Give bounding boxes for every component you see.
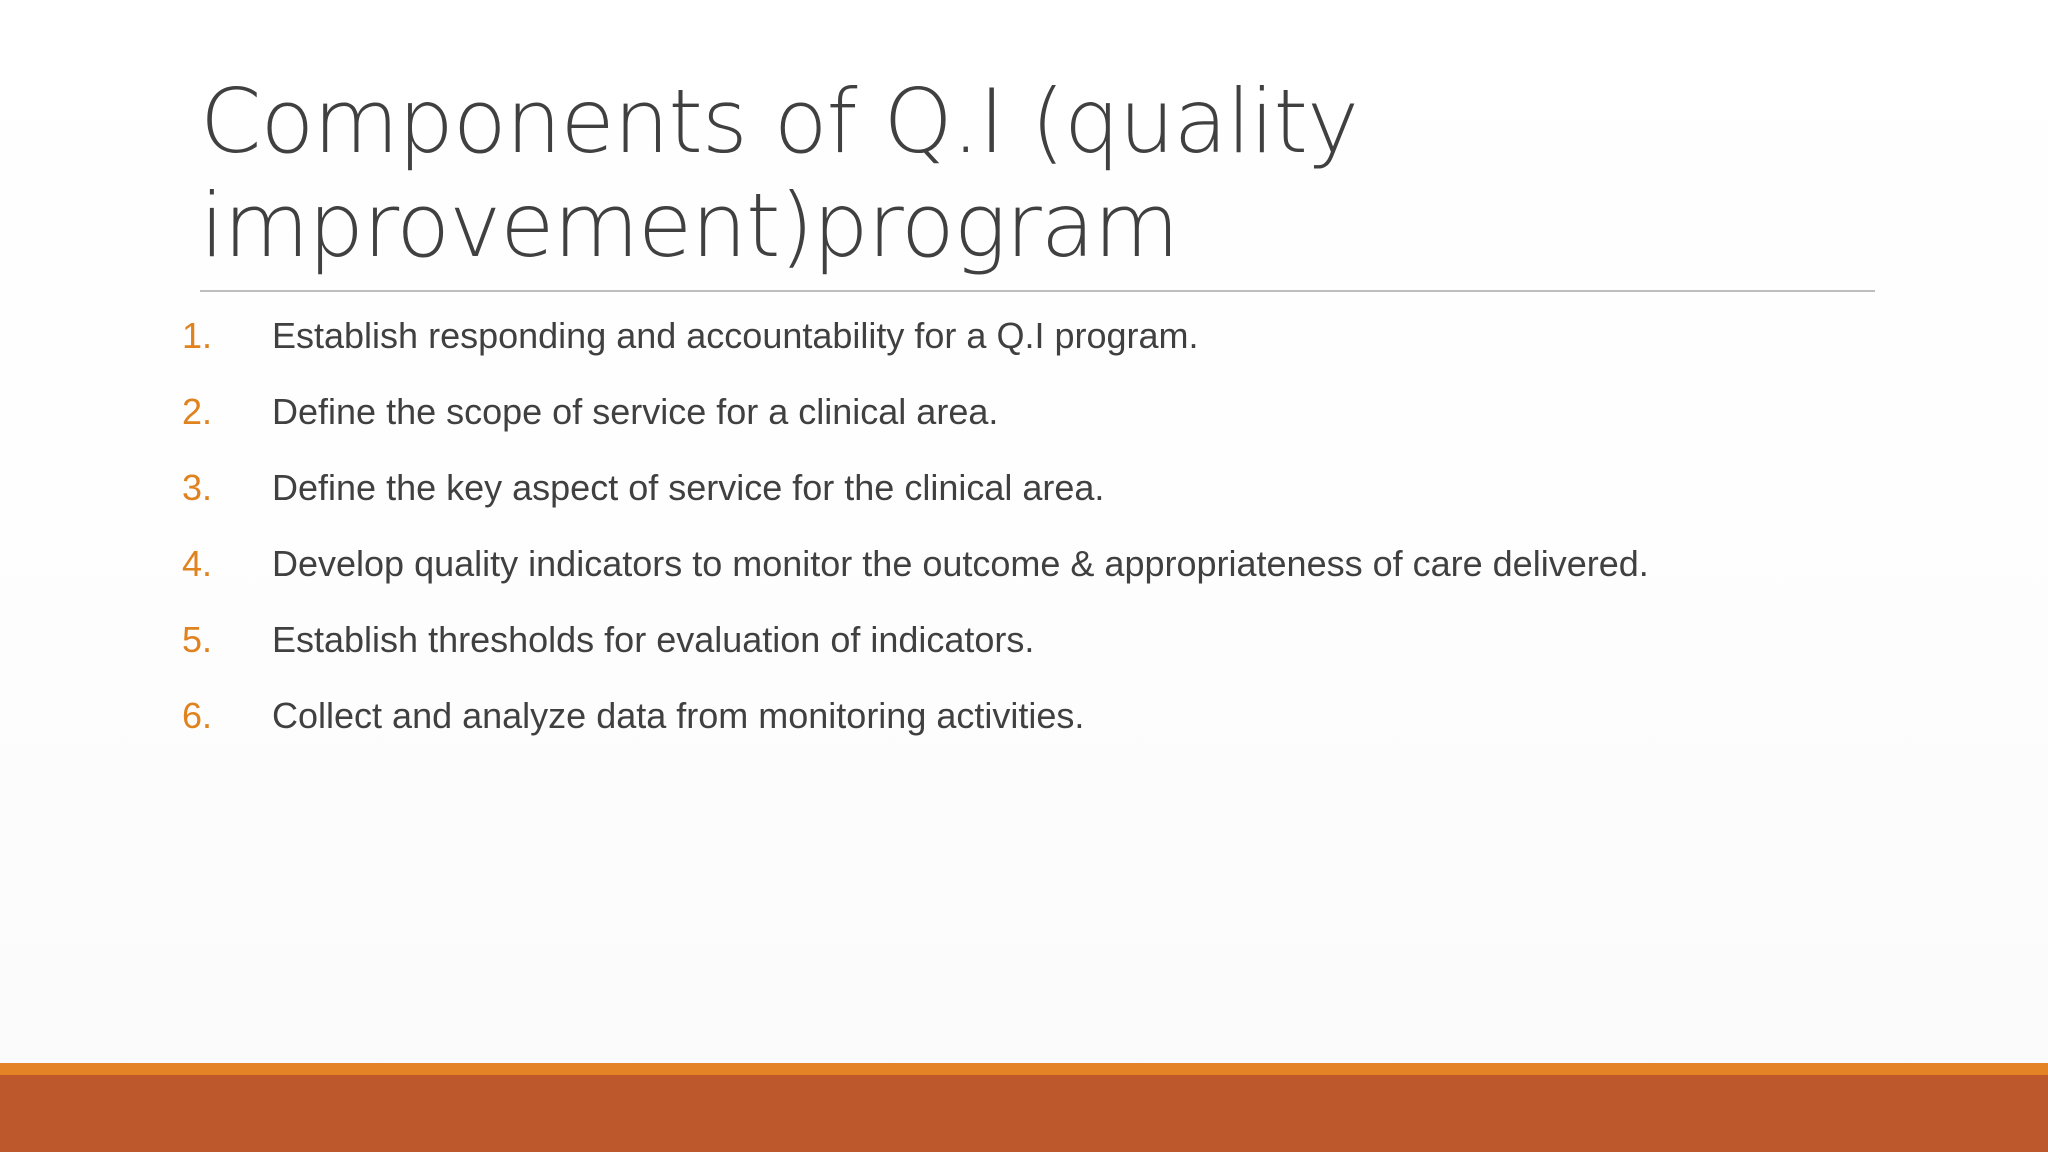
- list-item: [182, 543, 1962, 619]
- list-item-number: 4.: [182, 543, 213, 584]
- list-item-number: 6.: [182, 695, 213, 736]
- list-item: [182, 695, 1962, 771]
- footer-accent-bar: [0, 1063, 2048, 1075]
- components-list: [182, 315, 1962, 771]
- list-item-number: 5.: [182, 619, 213, 660]
- list-item-text: Establish responding and accountability for a Q.I program.: [272, 315, 1199, 356]
- list-item: [182, 315, 1962, 391]
- list-item: [182, 467, 1962, 543]
- list-item-text: Define the key aspect of service for the clinical area.: [272, 467, 1105, 508]
- list-item-text: Define the scope of service for a clinical area.: [272, 391, 999, 432]
- list-item-number: 3.: [182, 467, 213, 508]
- list-item-text: Establish thresholds for evaluation of indicators.: [272, 619, 1035, 660]
- title-divider: [200, 290, 1875, 292]
- footer-bar: [0, 1075, 2048, 1152]
- list-item: [182, 391, 1962, 467]
- list-item: [182, 619, 1962, 695]
- list-item-text: Develop quality indicators to monitor the outcome & appropriateness of care delivered.: [272, 543, 1649, 584]
- slide-title: [200, 70, 1900, 278]
- slide-title-line-2: improvement)program: [200, 174, 1179, 277]
- list-item-number: 2.: [182, 391, 213, 432]
- list-item-text: Collect and analyze data from monitoring activities.: [272, 695, 1085, 736]
- list-item-number: 1.: [182, 315, 213, 356]
- slide-title-line-1: Components of Q.I (quality: [200, 70, 1359, 173]
